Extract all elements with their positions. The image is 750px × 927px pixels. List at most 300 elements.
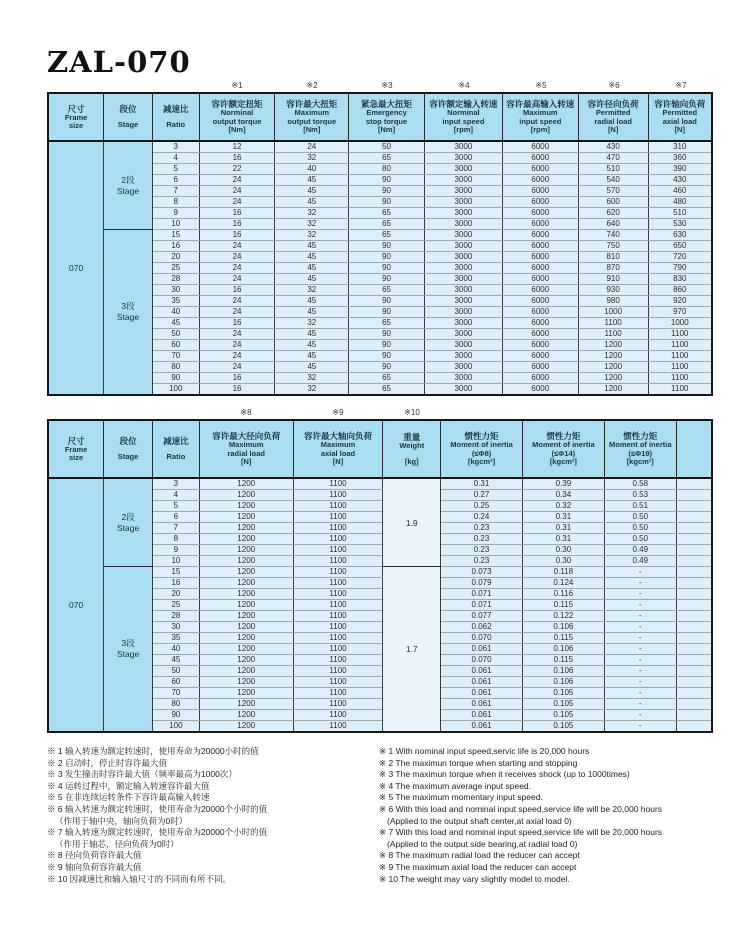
value-cell: -: [604, 589, 676, 600]
value-cell: 1100: [293, 589, 383, 600]
stage-line: 2段: [121, 174, 135, 185]
ratio-cell: 30: [152, 285, 199, 296]
footnote-line: ※ 3 The maximun torque when it receives shock (up to 1000times): [379, 769, 630, 780]
value-cell: 430: [578, 141, 648, 153]
header-line: radial load: [227, 448, 265, 458]
footnote-line: ※ 4 The maximum average input speed.: [379, 780, 532, 791]
header-line: 容许最大扭矩: [286, 99, 338, 110]
value-cell: 0.58: [604, 478, 676, 490]
value-cell: 0.122: [522, 611, 604, 622]
value-cell: 1200: [199, 578, 293, 589]
weight-cell: 1.7: [383, 567, 441, 733]
column-header: [199, 93, 275, 141]
value-cell: 45: [275, 340, 349, 351]
value-cell: 0.061: [441, 699, 523, 710]
value-cell: 3000: [424, 164, 502, 175]
value-cell: 6000: [502, 384, 578, 396]
value-cell: 90: [349, 307, 425, 318]
value-cell: 50: [349, 141, 425, 153]
stage-line: 2段: [121, 511, 135, 522]
ref-mark: ※4: [458, 81, 470, 90]
ratio-cell: 15: [153, 567, 200, 578]
header-line: Moment of inertia: [450, 440, 513, 450]
footnote-line: （作用于轴中央，轴向负荷为0时）: [55, 815, 188, 826]
ratio-cell: 40: [153, 644, 200, 655]
ratio-cell: 90: [153, 710, 200, 721]
column-header: [424, 93, 502, 141]
column-header: [153, 420, 200, 478]
value-cell: 24: [199, 351, 275, 362]
stage-line: Stage: [117, 649, 140, 659]
value-cell: 0.24: [441, 512, 523, 523]
value-cell: 1200: [199, 545, 293, 556]
column-header: [48, 420, 104, 478]
value-cell: 1100: [293, 655, 383, 666]
value-cell: 1100: [648, 373, 712, 384]
value-cell: 45: [275, 252, 349, 263]
value-cell: 12: [199, 141, 275, 153]
value-cell: 90: [349, 186, 425, 197]
value-cell: 640: [578, 219, 648, 230]
value-cell: 0.39: [522, 478, 604, 490]
value-cell: 24: [199, 307, 275, 318]
value-cell: 6000: [502, 373, 578, 384]
value-cell: 3000: [424, 296, 502, 307]
value-cell: 810: [578, 252, 648, 263]
value-cell: 90: [349, 351, 425, 362]
value-cell: 0.061: [441, 688, 523, 699]
spec-table-2-block: [47, 405, 713, 733]
column-header: [293, 420, 383, 478]
header-line: Weight: [399, 441, 425, 450]
value-cell: 3000: [424, 197, 502, 208]
value-cell: [676, 578, 712, 589]
value-cell: 1200: [199, 666, 293, 677]
value-cell: 3000: [424, 263, 502, 274]
value-cell: 24: [199, 175, 275, 186]
value-cell: [676, 666, 712, 677]
value-cell: 32: [275, 208, 349, 219]
ref-marks-row: [47, 405, 713, 419]
value-cell: 1200: [199, 501, 293, 512]
value-cell: 3000: [424, 208, 502, 219]
value-cell: 0.073: [441, 567, 523, 578]
header-line: stop torque: [365, 116, 408, 126]
header-line: 容许最大径向负荷: [212, 431, 281, 442]
value-cell: 1200: [199, 644, 293, 655]
value-cell: 390: [648, 164, 712, 175]
value-cell: 90: [349, 362, 425, 373]
header-line: Emergency: [366, 108, 407, 118]
value-cell: 0.105: [522, 688, 604, 699]
value-cell: 32: [275, 318, 349, 329]
footnote-line: ※ 4 运转过程中，额定输入转速容许最大值: [47, 780, 210, 791]
value-cell: 570: [578, 186, 648, 197]
column-header: [383, 420, 441, 478]
value-cell: 80: [349, 164, 425, 175]
header-line: Norminal: [447, 108, 480, 118]
value-cell: 45: [275, 263, 349, 274]
ratio-cell: 5: [153, 501, 200, 512]
value-cell: 6000: [502, 175, 578, 186]
ratio-cell: 28: [153, 611, 200, 622]
ratio-cell: 60: [152, 340, 199, 351]
header-line: [N]: [674, 125, 685, 135]
value-cell: 720: [648, 252, 712, 263]
stage-cell: [104, 567, 153, 733]
value-cell: 0.51: [604, 501, 676, 512]
ref-mark: ※5: [535, 81, 547, 90]
value-cell: 0.124: [522, 578, 604, 589]
header-line: Maximum: [228, 440, 264, 450]
value-cell: 45: [275, 197, 349, 208]
header-line: 段位: [119, 436, 137, 447]
value-cell: 1100: [293, 490, 383, 501]
value-cell: 90: [349, 197, 425, 208]
value-cell: 65: [349, 219, 425, 230]
value-cell: 0.27: [441, 490, 523, 501]
value-cell: [676, 501, 712, 512]
value-cell: 600: [578, 197, 648, 208]
value-cell: 1100: [293, 677, 383, 688]
footnotes: [47, 746, 713, 885]
ratio-cell: 5: [152, 164, 199, 175]
value-cell: 0.23: [441, 534, 523, 545]
ratio-cell: 16: [152, 241, 199, 252]
ratio-cell: 7: [153, 523, 200, 534]
header-line: 容许最大轴向负荷: [303, 431, 372, 442]
table-row: [48, 478, 712, 490]
stage-line: Stage: [117, 522, 140, 533]
value-cell: 16: [199, 318, 275, 329]
header-line: radial load: [594, 116, 632, 126]
value-cell: 0.106: [522, 677, 604, 688]
value-cell: 0.25: [441, 501, 523, 512]
header-line: [rpm]: [530, 125, 550, 135]
column-header: [648, 93, 712, 141]
value-cell: 430: [648, 175, 712, 186]
header-line: 惯性力矩: [623, 431, 658, 442]
value-cell: 860: [648, 285, 712, 296]
header-line: Ratio: [166, 120, 186, 130]
header-line: 紧急最大扭矩: [361, 99, 413, 110]
value-cell: 480: [648, 197, 712, 208]
value-cell: 90: [349, 252, 425, 263]
value-cell: 3000: [424, 285, 502, 296]
value-cell: 3000: [424, 219, 502, 230]
value-cell: 90: [349, 263, 425, 274]
value-cell: 1200: [578, 351, 648, 362]
header-line: [rpm]: [453, 125, 473, 135]
value-cell: 1100: [293, 478, 383, 490]
value-cell: 0.118: [522, 567, 604, 578]
value-cell: 65: [349, 230, 425, 241]
value-cell: 830: [648, 274, 712, 285]
value-cell: 90: [349, 340, 425, 351]
value-cell: 45: [275, 351, 349, 362]
value-cell: 530: [648, 219, 712, 230]
value-cell: 1100: [293, 600, 383, 611]
ratio-cell: 6: [153, 512, 200, 523]
footnote-line: (Applied to the output shaft center,at axial load 0): [387, 815, 572, 826]
column-header: [522, 420, 604, 478]
value-cell: -: [604, 644, 676, 655]
value-cell: 0.49: [604, 556, 676, 567]
value-cell: 65: [349, 384, 425, 396]
value-cell: 1100: [293, 666, 383, 677]
value-cell: 620: [578, 208, 648, 219]
value-cell: [676, 567, 712, 578]
value-cell: 1100: [648, 329, 712, 340]
value-cell: 1200: [199, 567, 293, 578]
header-line: input speed: [442, 116, 485, 126]
ratio-cell: 80: [152, 362, 199, 373]
value-cell: 6000: [502, 285, 578, 296]
value-cell: 0.071: [441, 600, 523, 611]
value-cell: [676, 523, 712, 534]
footnote-line: ※ 2 启动时，停止时容许最大值: [47, 757, 167, 768]
value-cell: 40: [275, 164, 349, 175]
value-cell: 65: [349, 285, 425, 296]
value-cell: 1200: [199, 710, 293, 721]
value-cell: 6000: [502, 296, 578, 307]
ratio-cell: 25: [153, 600, 200, 611]
page-title: ZAL-070: [47, 45, 191, 79]
value-cell: -: [604, 677, 676, 688]
value-cell: 1200: [199, 677, 293, 688]
value-cell: 45: [275, 329, 349, 340]
value-cell: 24: [199, 263, 275, 274]
footnote-line: ※ 2 The maximun torque when starting and stopping: [379, 757, 578, 768]
footnote-line: ※ 5 在非连续运转条件下容许最高输入转速: [47, 792, 210, 803]
value-cell: 1200: [199, 611, 293, 622]
footnote-line: ※ 7 With this load and nominal input speed,service life will be 20,000 hours: [379, 827, 663, 838]
value-cell: [676, 556, 712, 567]
value-cell: 6000: [502, 141, 578, 153]
ratio-cell: 60: [153, 677, 200, 688]
value-cell: 1200: [199, 478, 293, 490]
value-cell: 6000: [502, 318, 578, 329]
value-cell: 6000: [502, 197, 578, 208]
header-line: Permitted: [595, 108, 631, 118]
value-cell: 1200: [199, 512, 293, 523]
header-line: Frame: [64, 112, 88, 122]
value-cell: 1200: [199, 688, 293, 699]
value-cell: 90: [349, 274, 425, 285]
header-line: Ratio: [166, 452, 186, 462]
value-cell: 1100: [293, 534, 383, 545]
value-cell: 6000: [502, 263, 578, 274]
value-cell: [676, 600, 712, 611]
header-line: [N]: [240, 457, 252, 467]
value-cell: -: [604, 600, 676, 611]
value-cell: 0.106: [522, 666, 604, 677]
ref-mark: ※8: [240, 408, 252, 417]
header-line: Permitted: [662, 108, 698, 118]
value-cell: 90: [349, 241, 425, 252]
value-cell: [676, 633, 712, 644]
value-cell: 6000: [502, 340, 578, 351]
value-cell: 24: [199, 340, 275, 351]
value-cell: 1200: [199, 523, 293, 534]
header-line: [Nm]: [228, 125, 246, 135]
value-cell: 1100: [293, 523, 383, 534]
value-cell: 0.106: [522, 622, 604, 633]
value-cell: 65: [349, 208, 425, 219]
value-cell: 3000: [424, 307, 502, 318]
ref-mark: ※7: [675, 81, 687, 90]
value-cell: 0.49: [604, 545, 676, 556]
value-cell: 0.115: [522, 655, 604, 666]
ratio-cell: 8: [152, 197, 199, 208]
header-line: (≤Φ19): [628, 448, 653, 458]
header-line: [kgcm²]: [549, 457, 577, 467]
value-cell: 22: [199, 164, 275, 175]
value-cell: 65: [349, 153, 425, 164]
column-header: [676, 420, 712, 478]
value-cell: 1200: [199, 589, 293, 600]
value-cell: 1100: [648, 351, 712, 362]
value-cell: -: [604, 578, 676, 589]
table-row: [48, 141, 712, 153]
value-cell: -: [604, 633, 676, 644]
value-cell: 1200: [199, 556, 293, 567]
value-cell: 90: [349, 175, 425, 186]
value-cell: 970: [648, 307, 712, 318]
value-cell: 16: [199, 230, 275, 241]
footnote-line: ※ 8 径向负荷容许最大值: [47, 850, 142, 861]
value-cell: 460: [648, 186, 712, 197]
column-header: [604, 420, 676, 478]
value-cell: 0.071: [441, 589, 523, 600]
ratio-cell: 45: [152, 318, 199, 329]
ratio-cell: 16: [153, 578, 200, 589]
value-cell: 0.105: [522, 699, 604, 710]
column-header: [441, 420, 523, 478]
value-cell: 3000: [424, 175, 502, 186]
ratio-cell: 40: [152, 307, 199, 318]
header-line: [kgcm²]: [626, 457, 654, 467]
value-cell: 1200: [578, 384, 648, 396]
stage-line: 3段: [121, 301, 135, 311]
value-cell: 0.23: [441, 556, 523, 567]
ratio-cell: 8: [153, 534, 200, 545]
header-line: Stage: [117, 120, 139, 130]
value-cell: -: [604, 699, 676, 710]
value-cell: 24: [199, 329, 275, 340]
value-cell: 0.30: [522, 556, 604, 567]
value-cell: 910: [578, 274, 648, 285]
value-cell: 24: [199, 197, 275, 208]
value-cell: 1100: [578, 329, 648, 340]
header-line: Norminal: [220, 108, 254, 118]
stage-cell: [104, 141, 153, 230]
output-torque-speed-load-table: [47, 92, 713, 396]
value-cell: 3000: [424, 329, 502, 340]
value-cell: 1100: [578, 318, 648, 329]
value-cell: 510: [648, 208, 712, 219]
ratio-cell: 4: [153, 490, 200, 501]
value-cell: 24: [199, 186, 275, 197]
value-cell: [676, 721, 712, 733]
value-cell: 1200: [578, 373, 648, 384]
value-cell: 0.105: [522, 721, 604, 733]
value-cell: 0.31: [522, 523, 604, 534]
value-cell: 1100: [648, 384, 712, 396]
header-line: (≤Φ14): [551, 448, 576, 458]
value-cell: 0.53: [604, 490, 676, 501]
header-line: 惯性力矩: [546, 431, 581, 442]
footnote-line: ※ 8 The maximum radial load the reducer can accept: [379, 850, 580, 861]
ref-mark: ※1: [231, 81, 243, 90]
stage-line: Stage: [116, 185, 140, 196]
header-line: Maximum: [522, 108, 558, 118]
ratio-cell: 3: [152, 141, 199, 153]
value-cell: 1200: [199, 600, 293, 611]
value-cell: [676, 611, 712, 622]
ratio-cell: 100: [152, 384, 199, 396]
header-line: 惯性力矩: [464, 431, 499, 442]
value-cell: 3000: [424, 230, 502, 241]
value-cell: [676, 688, 712, 699]
value-cell: [676, 490, 712, 501]
header-line: size: [69, 453, 84, 462]
value-cell: 16: [199, 153, 275, 164]
value-cell: [676, 677, 712, 688]
value-cell: -: [604, 622, 676, 633]
value-cell: 6000: [502, 362, 578, 373]
value-cell: 1100: [293, 556, 383, 567]
value-cell: 980: [578, 296, 648, 307]
stage-cell: [104, 230, 153, 396]
ratio-cell: 45: [153, 655, 200, 666]
value-cell: 790: [648, 263, 712, 274]
value-cell: 6000: [502, 329, 578, 340]
value-cell: 0.061: [441, 644, 523, 655]
column-header: [349, 93, 425, 141]
header-line: 重量: [403, 432, 421, 442]
frame-size-cell: 070: [48, 478, 104, 732]
value-cell: 750: [578, 241, 648, 252]
value-cell: 0.23: [441, 523, 523, 534]
value-cell: 16: [199, 373, 275, 384]
value-cell: 6000: [502, 153, 578, 164]
ratio-cell: 50: [153, 666, 200, 677]
header-line: Stage: [117, 452, 139, 462]
header-line: Frame: [64, 444, 88, 454]
footnote-line: ※ 10 The weight may vary slightly model to model.: [379, 873, 570, 884]
value-cell: 24: [199, 362, 275, 373]
value-cell: 0.31: [441, 478, 523, 490]
value-cell: 32: [275, 285, 349, 296]
header-line: size: [68, 121, 84, 130]
value-cell: [676, 478, 712, 490]
header-line: axial load: [662, 116, 697, 126]
value-cell: 24: [199, 274, 275, 285]
value-cell: 0.061: [441, 677, 523, 688]
value-cell: 0.061: [441, 666, 523, 677]
value-cell: -: [604, 721, 676, 733]
value-cell: -: [604, 655, 676, 666]
header-row: [48, 420, 712, 478]
header-line: 段位: [119, 104, 137, 115]
ratio-cell: 4: [152, 153, 199, 164]
stage-line: Stage: [116, 312, 140, 322]
value-cell: 1200: [199, 534, 293, 545]
value-cell: 32: [275, 373, 349, 384]
footnote-line: ※ 1 With nominal input speed,servic life is 20,000 hours: [379, 746, 590, 756]
value-cell: 0.105: [522, 710, 604, 721]
